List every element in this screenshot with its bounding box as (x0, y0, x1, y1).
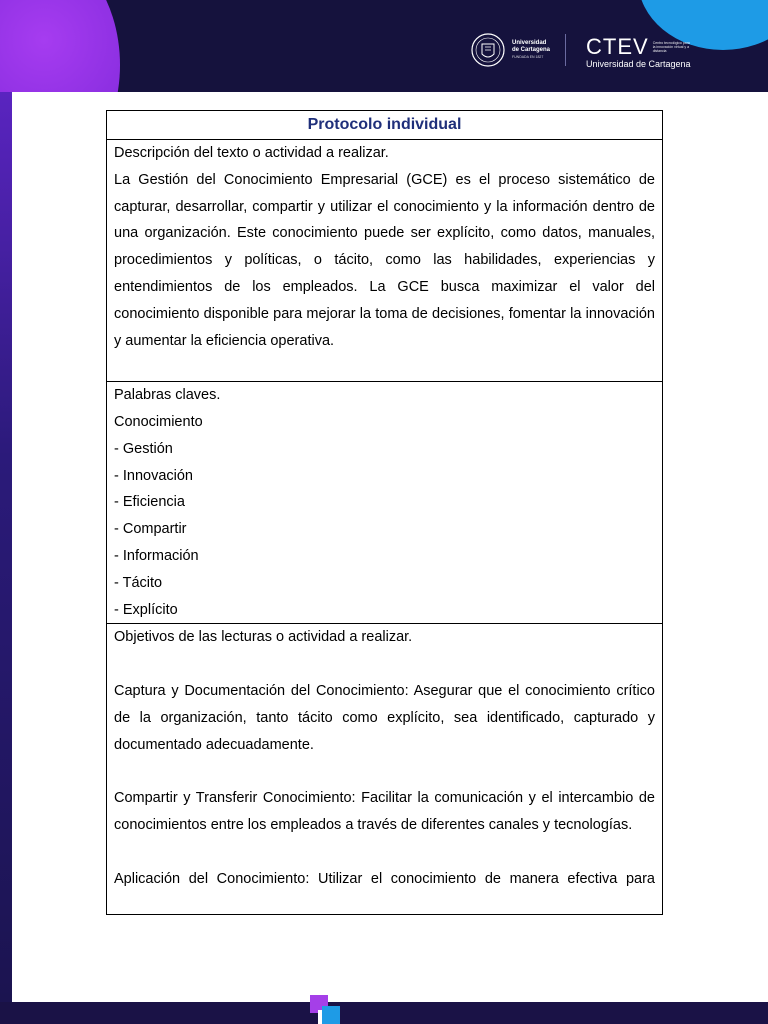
description-cell (107, 140, 663, 382)
keyword-item: - Información (114, 547, 199, 564)
university-crest-icon (470, 32, 506, 68)
keywords-cell (107, 382, 663, 624)
description-text: La Gestión del Conocimiento Empresarial (GCE) es el proceso sistemático de capturar, desarrollar, compartir y utilizar el conocimiento y la información dentro de una organización. Este conocimiento puede ser explícito, como datos, manuales, procedimientos y políticas, o tácito, como las habilidades, experiencias y entendimientos de los empleados. La GCE busca maximizar el valor del conocimiento disponible para mejorar la toma de decisiones, fomentar la innovación y aumentar la eficiencia operativa. (114, 171, 655, 349)
ctev-logo (586, 36, 691, 69)
university-name (512, 40, 550, 61)
cyan-square-decoration (322, 1006, 340, 1024)
objectives-row (107, 624, 663, 915)
keywords-label: Palabras claves. (114, 387, 221, 404)
footer-band (0, 1002, 768, 1024)
protocol-title: Protocolo individual (307, 116, 462, 133)
ctev-acronym: CTEV (586, 34, 649, 59)
objectives-cell (107, 624, 663, 915)
keyword-item: - Eficiencia (114, 494, 185, 511)
keyword-item: Conocimiento (114, 413, 203, 430)
university-tagline: FUNDADA EN 1827 (512, 54, 544, 59)
university-name-line1: Universidad (512, 39, 547, 46)
logo-divider (565, 34, 566, 66)
white-bar-decoration (318, 1010, 322, 1024)
keyword-item: - Compartir (114, 521, 187, 538)
keyword-item: - Tácito (114, 574, 163, 591)
objective-paragraph: Compartir y Transferir Conocimiento: Facilitar la comunicación y el intercambio de conocimientos entre los empleados a través de diferentes canales y tecnologías. (114, 790, 655, 833)
ctev-subtitle: Universidad de Cartagena (586, 59, 691, 69)
keyword-item: - Innovación (114, 467, 193, 484)
objective-paragraph: Aplicación del Conocimiento: Utilizar el conocimiento de manera efectiva para (114, 870, 655, 887)
title-cell (107, 111, 663, 140)
keywords-row (107, 382, 663, 624)
description-row (107, 140, 663, 382)
protocol-table (106, 110, 663, 915)
purple-decoration (0, 0, 120, 92)
title-row (107, 111, 663, 140)
objectives-label: Objetivos de las lecturas o actividad a realizar. (114, 629, 413, 646)
ctev-tagline: Centro tecnológico para la innovación virtual y a distancia (652, 41, 690, 53)
left-edge-decoration (0, 92, 12, 1002)
keyword-item: - Gestión (114, 440, 173, 457)
objective-paragraph: Captura y Documentación del Conocimiento: Asegurar que el conocimiento crítico de la organización, tanto tácito como explícito, sea identificado, capturado y documentado adecuadamente. (114, 682, 655, 753)
universidad-de-cartagena-logo (470, 30, 550, 70)
description-label: Descripción del texto o actividad a realizar. (114, 145, 389, 161)
university-name-line2: de Cartagena (512, 46, 551, 53)
header-band (0, 0, 768, 92)
keyword-item: - Explícito (114, 601, 178, 618)
